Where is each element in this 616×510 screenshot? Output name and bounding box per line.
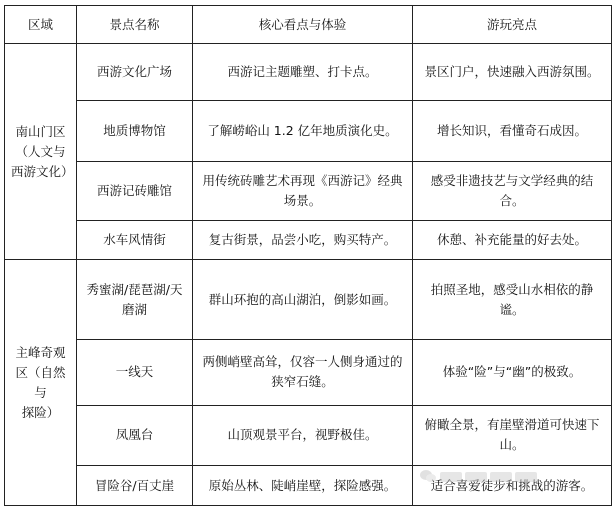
table-row [5, 466, 612, 506]
table-header-row [5, 6, 612, 44]
zone-name-line: （人文与 [15, 143, 66, 159]
core-experience: 原始丛林、陡峭崖壁，探险感强。 [193, 466, 413, 506]
spot-name: 凤凰台 [77, 405, 193, 465]
core-experience: 西游记主题雕塑、打卡点。 [193, 44, 413, 101]
spot-name: 水车风情街 [77, 221, 193, 260]
highlight: 拍照圣地，感受山水相依的静谧。 [413, 260, 612, 340]
table-row [5, 405, 612, 465]
highlight: 增长知识，看懂奇石成因。 [413, 101, 612, 161]
attractions-table [4, 5, 612, 506]
spot-name: 西游文化广场 [77, 44, 193, 101]
zone-name-line: 南山门区 [15, 123, 66, 139]
table-row [5, 340, 612, 406]
header-spot-name: 景点名称 [77, 6, 193, 44]
core-experience: 群山环抱的高山湖泊，倒影如画。 [193, 260, 413, 340]
zone-cell-main-peak [5, 260, 77, 506]
zone-name-line: 区（自然与 [15, 364, 66, 400]
spot-name: 西游记砖雕馆 [77, 161, 193, 220]
core-experience: 山顶观景平台，视野极佳。 [193, 405, 413, 465]
table-row [5, 260, 612, 340]
zone-cell-south-gate [5, 44, 77, 260]
spot-name: 冒险谷/百丈崖 [77, 466, 193, 506]
header-core-experience: 核心看点与体验 [193, 6, 413, 44]
spot-name: 秀蜜湖/琵琶湖/天磨湖 [77, 260, 193, 340]
zone-name-line: 探险） [21, 404, 60, 420]
highlight: 景区门户，快速融入西游氛围。 [413, 44, 612, 101]
core-experience: 了解崂峪山 1.2 亿年地质演化史。 [193, 101, 413, 161]
highlight: 感受非遗技艺与文学经典的结合。 [413, 161, 612, 220]
core-experience: 用传统砖雕艺术再现《西游记》经典场景。 [193, 161, 413, 220]
zone-name-line: 西游文化） [11, 163, 74, 179]
spot-name: 一线天 [77, 340, 193, 406]
spot-name: 地质博物馆 [77, 101, 193, 161]
core-experience: 复古街景，品尝小吃，购买特产。 [193, 221, 413, 260]
highlight: 适合喜爱徒步和挑战的游客。 [413, 466, 612, 506]
zone-name-line: 主峰奇观 [15, 344, 66, 360]
header-zone: 区域 [5, 6, 77, 44]
highlight: 体验“险”与“幽”的极致。 [413, 340, 612, 406]
core-experience: 两侧峭壁高耸，仅容一人侧身通过的狭窄石缝。 [193, 340, 413, 406]
highlight: 俯瞰全景，有崖壁滑道可快速下山。 [413, 405, 612, 465]
table-row [5, 221, 612, 260]
header-highlights: 游玩亮点 [413, 6, 612, 44]
table-row [5, 161, 612, 220]
table-row [5, 44, 612, 101]
table-row [5, 101, 612, 161]
highlight: 休憩、补充能量的好去处。 [413, 221, 612, 260]
